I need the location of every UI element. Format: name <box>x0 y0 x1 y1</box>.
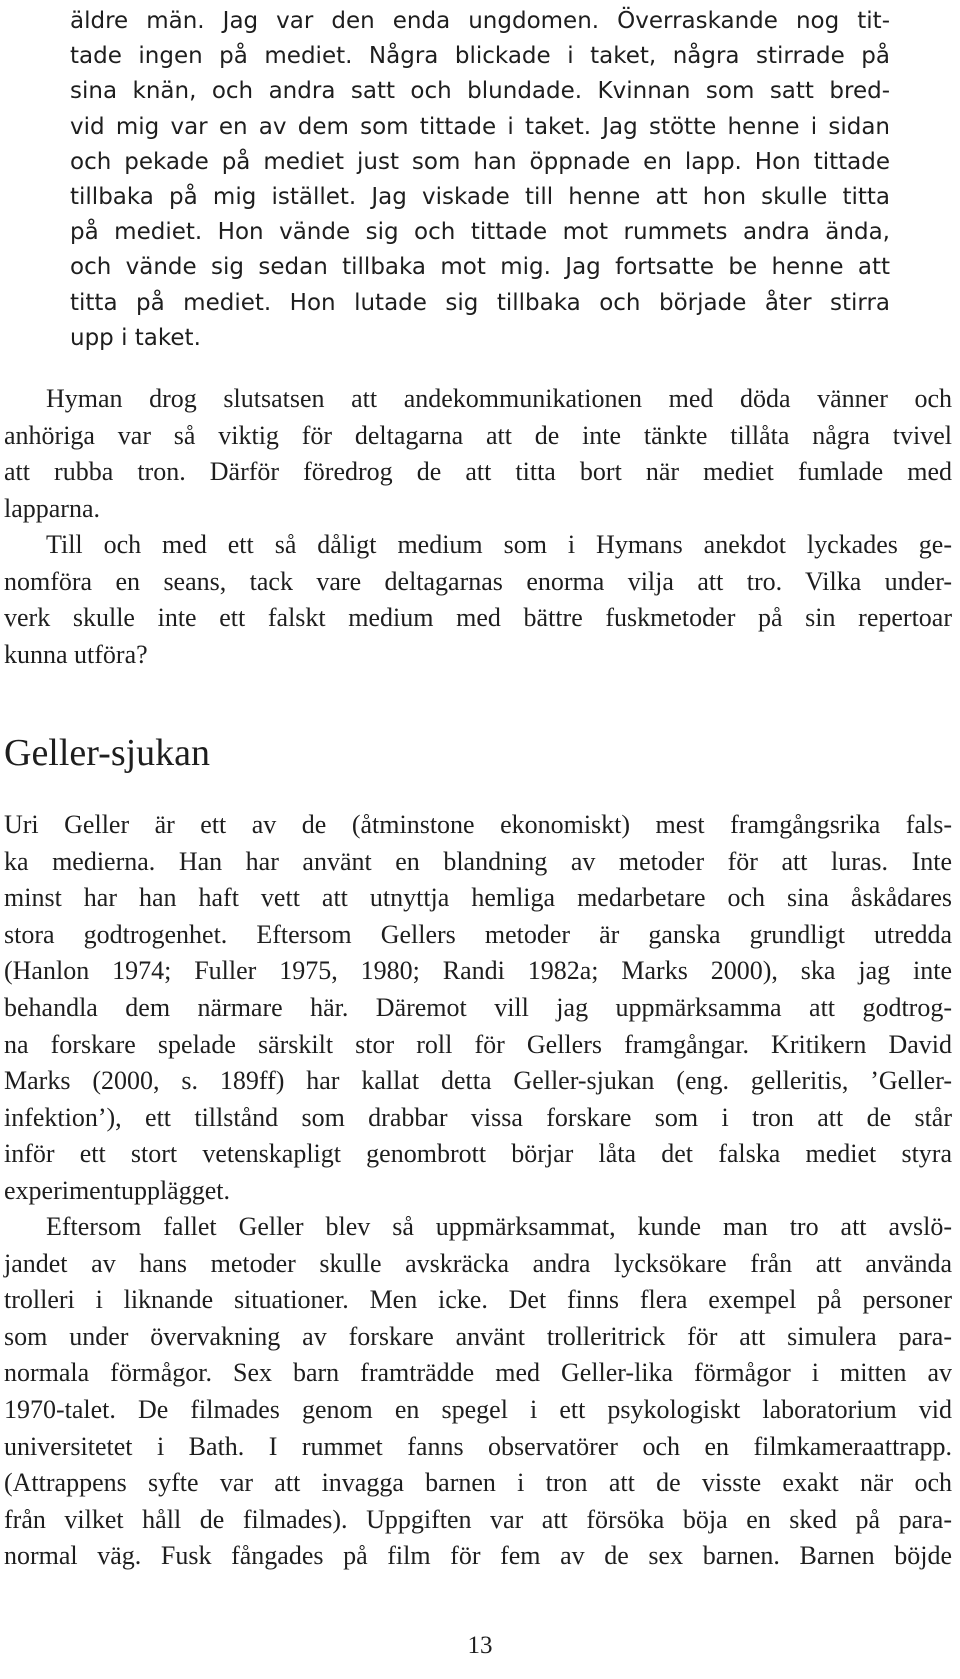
text-line: universitetet i Bath. I rummet fanns observatörer och en filmkameraattrapp. <box>4 1431 952 1461</box>
paragraph-geller-aftermath <box>4 1209 952 1575</box>
text-line: (Hanlon 1974; Fuller 1975, 1980; Randi 1982a; Marks 2000), ska jag inte <box>4 956 952 986</box>
paragraph-hyman-conclusion <box>4 381 952 527</box>
text-line: experimentupplägget. <box>4 1175 230 1205</box>
text-line: trolleri i liknande situationer. Men icke. Det finns flera exempel på personer <box>4 1285 952 1315</box>
page-number: 13 <box>467 1632 493 1659</box>
text-line: verk skulle inte ett falskt medium med bättre fuskmetoder på sin repertoar <box>4 603 952 633</box>
text-line: normal väg. Fusk fångades på film för fem av de sex barnen. Barnen böjde <box>4 1541 952 1571</box>
text-line: lapparna. <box>4 493 101 523</box>
text-line: och pekade på mediet just som han öppnade en lapp. Hon tittade <box>70 148 890 175</box>
text-line: 1970-talet. De filmades genom en spegel i ett psykologiskt laboratorium vid <box>4 1394 952 1424</box>
text-line: Till och med ett så dåligt medium som i Hymans anekdot lyckades ge- <box>46 530 952 559</box>
text-line: som under övervakning av forskare använt trolleritrick för att simulera para- <box>4 1321 952 1351</box>
text-line: Uri Geller är ett av de (åtminstone ekonomiskt) mest framgångsrika fals- <box>4 810 952 839</box>
text-line: anhöriga var så viktig för deltagarna att de inte tänkte tillåta några tvivel <box>4 420 952 450</box>
text-line: jandet av hans metoder skulle avskräcka andra lycksökare från att använda <box>4 1248 952 1278</box>
text-line: vid mig var en av dem som tittade i taket. Jag stötte henne i sidan <box>70 113 890 140</box>
text-line: minst har han haft vett att utnyttja hemliga medarbetare och sina åskådares <box>4 883 952 913</box>
text-line: kunna utföra? <box>4 639 148 669</box>
paragraph-uri-geller <box>4 807 952 1210</box>
text-line: äldre män. Jag var den enda ungdomen. Överraskande nog tit- <box>70 8 890 34</box>
block-quote <box>70 4 890 356</box>
text-line: att rubba tron. Därför föredrog de att titta bort när mediet fumlade med <box>4 457 952 487</box>
text-line: sina knän, och andra satt och blundade. Kvinnan som satt bred- <box>70 78 890 105</box>
text-line: Hyman drog slutsatsen att andekommunikationen med döda vänner och <box>46 384 952 413</box>
text-line: från vilket håll de filmades). Uppgiften var att försöka böja en sked på para- <box>4 1504 952 1534</box>
paragraph-bad-medium <box>4 527 952 673</box>
section-heading: Geller-sjukan <box>4 732 211 774</box>
text-line: normala förmågor. Sex barn framträdde med Geller-lika förmågor i mitten av <box>4 1358 952 1388</box>
text-line: infektion’), ett tillstånd som drabbar vissa forskare som i tron att de står <box>4 1102 952 1132</box>
text-line: stora godtrogenhet. Eftersom Gellers metoder är ganska grundligt utredda <box>4 919 952 949</box>
text-line: upp i taket. <box>70 324 201 351</box>
text-line: nomföra en seans, tack vare deltagarnas enorma vilja att tro. Vilka under- <box>4 566 952 596</box>
text-line: inför ett stort vetenskapligt genombrott börjar låta det falska mediet styra <box>4 1139 952 1169</box>
text-line: Marks (2000, s. 189ff) har kallat detta Geller-sjukan (eng. gelleritis, ’Geller- <box>4 1066 952 1096</box>
text-line: och vände sig sedan tillbaka mot mig. Jag fortsatte be henne att <box>70 254 890 281</box>
text-line: på mediet. Hon vände sig och tittade mot rummets andra ända, <box>70 219 890 246</box>
text-line: Eftersom fallet Geller blev så uppmärksammat, kunde man tro att avslö- <box>46 1212 952 1241</box>
text-line: behandla dem närmare här. Däremot vill jag uppmärksamma att godtrog- <box>4 992 952 1022</box>
text-line: na forskare spelade särskilt stor roll för Gellers framgångar. Kritikern David <box>4 1029 952 1059</box>
text-line: (Attrappens syfte var att invagga barnen i tron att de visste exakt när och <box>4 1468 952 1498</box>
text-line: tade ingen på mediet. Några blickade i taket, några stirrade på <box>70 43 890 70</box>
text-line: tillbaka på mig istället. Jag viskade till henne att hon skulle titta <box>70 184 890 211</box>
text-line: titta på mediet. Hon lutade sig tillbaka och började åter stirra <box>70 289 890 316</box>
text-line: ka medierna. Han har använt en blandning av metoder för att luras. Inte <box>4 846 952 876</box>
